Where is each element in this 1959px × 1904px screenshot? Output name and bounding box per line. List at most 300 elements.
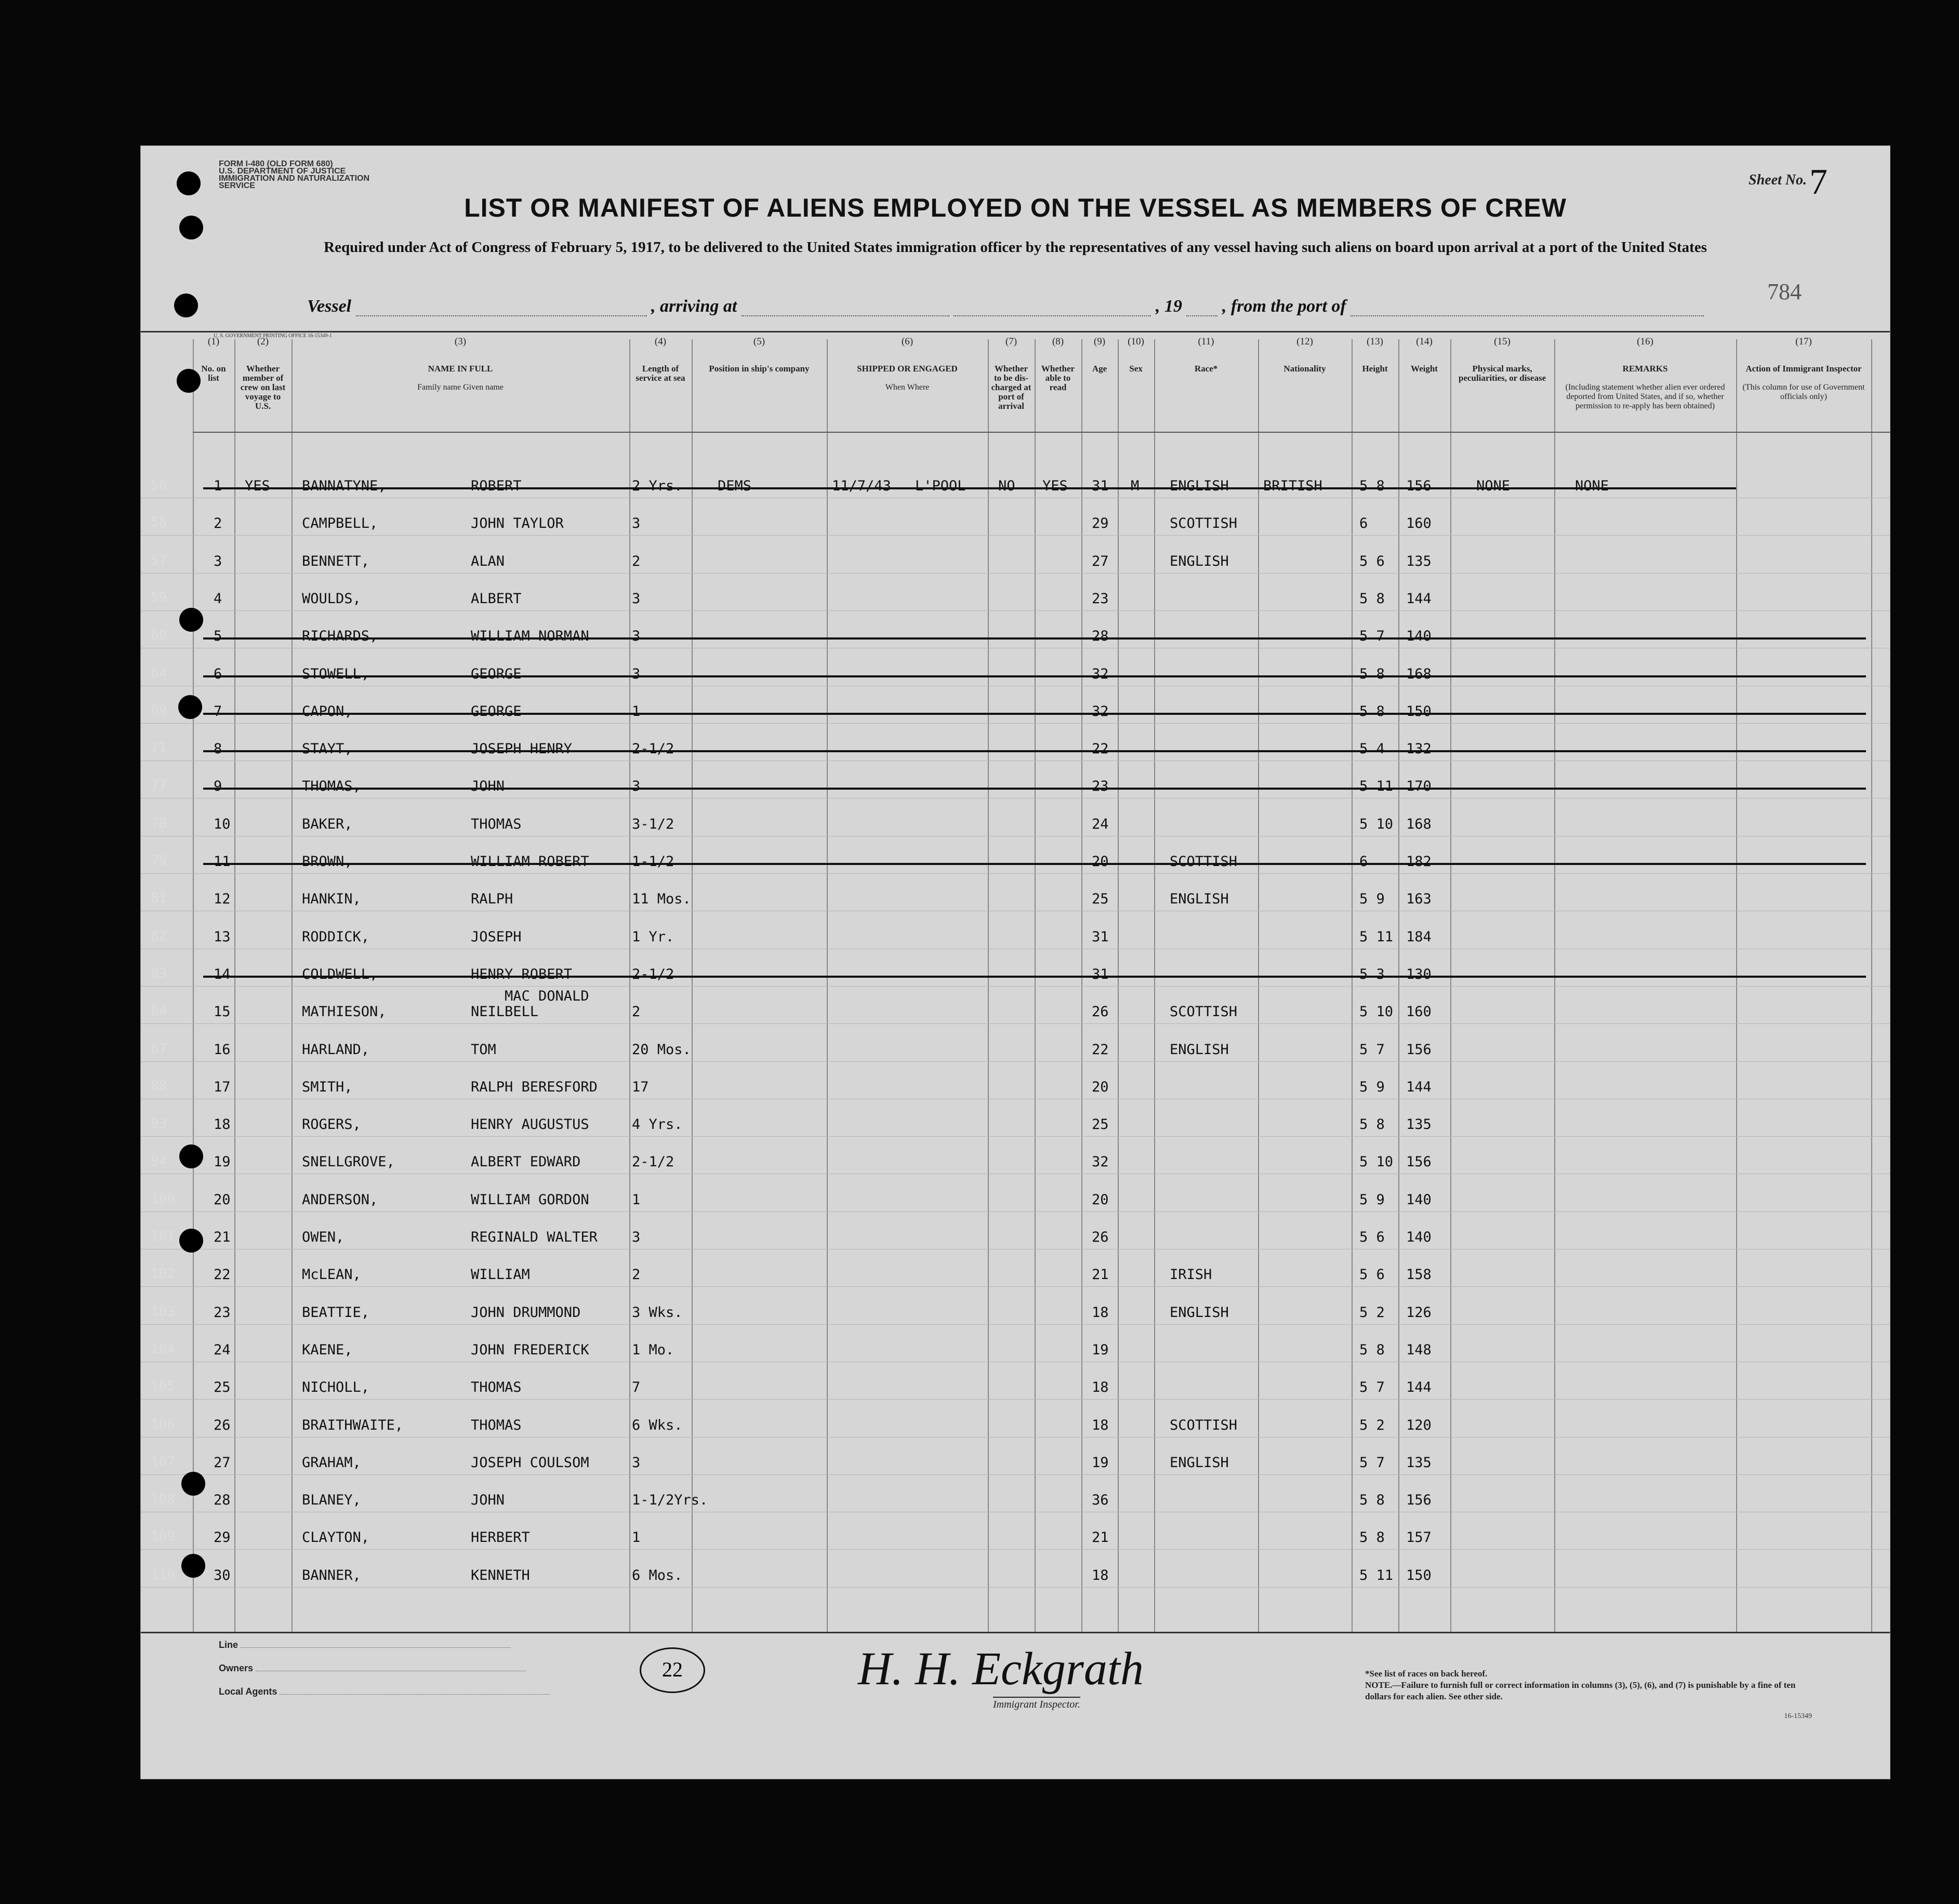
cell-given: JOHN TAYLOR (471, 515, 564, 532)
cell-race: ENGLISH (1170, 891, 1229, 908)
cell-weight: 135 (1406, 553, 1432, 569)
cell-given: JOHN DRUMMOND (471, 1304, 581, 1321)
column-header-label: Action of Immigrant Inspector (1745, 364, 1862, 374)
cell-service: 1 (632, 703, 641, 720)
cell-given: NEILBELL (471, 1004, 539, 1020)
column-header (1738, 364, 1869, 402)
cell-weight: 163 (1406, 891, 1432, 908)
cell-no: 22 (214, 1267, 231, 1283)
margin-number: 88 (151, 1078, 167, 1094)
punch-hole (174, 294, 198, 317)
cell-age: 18 (1092, 1304, 1109, 1321)
column-header-label: Race* (1194, 364, 1218, 374)
cell-height: 5 3 (1359, 966, 1385, 982)
margin-number: 108 (151, 1492, 175, 1508)
cell-marks: NONE (1476, 478, 1511, 494)
cell-no: 20 (214, 1191, 231, 1208)
cell-given: JOHN FREDERICK (471, 1341, 589, 1358)
cell-race: SCOTTISH (1170, 854, 1238, 870)
cell-no: 30 (214, 1567, 231, 1583)
cell-given: ALBERT EDWARD (471, 1154, 581, 1170)
cell-age: 31 (1092, 478, 1109, 494)
cell-weight: 150 (1406, 703, 1432, 720)
cell-no: 2 (214, 515, 222, 532)
margin-number: 100 (151, 1191, 175, 1207)
date-field (954, 302, 1151, 316)
cell-service: 20 Mos. (632, 1041, 691, 1058)
cell-no: 27 (214, 1454, 231, 1471)
cell-given: JOHN (471, 1492, 505, 1509)
cell-given: WILLIAM (471, 1267, 530, 1283)
cell-family: BENNETT, (302, 553, 370, 569)
column-header (1120, 364, 1152, 374)
cell-family: BROWN, (302, 854, 353, 870)
cell-no: 10 (214, 816, 231, 832)
column-header-label: REMARKS (1622, 364, 1668, 374)
print-code: 16-15349 (1784, 1712, 1812, 1720)
cell-height: 5 8 (1359, 1529, 1385, 1546)
margin-number: 81 (151, 890, 167, 907)
cell-weight: 130 (1406, 966, 1432, 982)
margin-number: 107 (151, 1454, 175, 1470)
column-header (990, 364, 1033, 411)
cell-family: MATHIESON, (302, 1004, 387, 1020)
column-number: (8) (1052, 336, 1064, 347)
margin-number: 83 (151, 965, 167, 981)
cell-no: 4 (214, 590, 222, 607)
cell-given: JOHN (471, 778, 505, 795)
column-number: (16) (1637, 336, 1653, 347)
margin-number: 57 (151, 552, 167, 568)
column-header (1037, 364, 1079, 392)
punch-hole (178, 695, 202, 719)
cell-no: 8 (214, 741, 222, 757)
strike-through (203, 976, 1866, 978)
column-header-label: Nationality (1283, 364, 1326, 374)
cell-given: JOSEPH COULSOM (471, 1454, 589, 1471)
cell-age: 31 (1092, 966, 1109, 982)
cell-race: ENGLISH (1170, 1454, 1229, 1471)
inspector-caption: Immigrant Inspector. (993, 1697, 1080, 1711)
cell-given: RALPH BERESFORD (471, 1079, 598, 1095)
cell-family: STOWELL, (302, 665, 370, 682)
cell-no: 29 (214, 1529, 231, 1546)
margin-number: 59 (151, 590, 167, 606)
cell-age: 19 (1092, 1454, 1109, 1471)
footer-notes (1365, 1668, 1812, 1702)
cell-age: 20 (1092, 1191, 1109, 1208)
vessel-field (356, 302, 647, 316)
manifest-sheet (140, 145, 1890, 1779)
column-header (1083, 364, 1116, 374)
punch-hole (181, 1554, 205, 1578)
cell-given: GEORGE (471, 703, 522, 720)
cell-no: 19 (214, 1154, 231, 1170)
document-title: LIST OR MANIFEST OF ALIENS EMPLOYED ON THE VESSEL AS MEMBERS OF CREW (464, 193, 1567, 222)
manifest-row (141, 1109, 1890, 1140)
cell-race: ENGLISH (1170, 478, 1229, 494)
cell-no: 25 (214, 1379, 231, 1396)
cell-height: 5 7 (1359, 1041, 1385, 1058)
cell-family: WOULDS, (302, 590, 361, 607)
sheet-number-value: 7 (1809, 162, 1828, 202)
cell-height: 5 8 (1359, 1116, 1385, 1133)
cell-no: 12 (214, 891, 231, 908)
cell-service: 11 Mos. (632, 891, 691, 908)
vessel-label: Vessel (307, 297, 351, 316)
margin-number: 109 (151, 1529, 175, 1545)
cell-no: 3 (214, 553, 222, 569)
cell-family: ROGERS, (302, 1116, 361, 1133)
manifest-row (141, 846, 1890, 877)
cell-height: 5 8 (1359, 665, 1385, 682)
column-number: (7) (1005, 336, 1017, 347)
cell-height: 5 8 (1359, 590, 1385, 607)
margin-number: 101 (151, 1229, 175, 1244)
margin-number: 58 (151, 515, 167, 531)
margin-number: 60 (151, 628, 167, 644)
manifest-row (141, 1372, 1890, 1403)
cell-family: THOMAS, (302, 778, 361, 795)
form-code-line: IMMIGRATION AND NATURALIZATION SERVICE (219, 174, 370, 190)
cell-weight: 168 (1406, 816, 1432, 832)
cell-family: SNELLGROVE, (302, 1154, 395, 1170)
column-subheader: (This column for use of Government officials only) (1742, 383, 1865, 401)
column-number: (4) (654, 336, 667, 347)
cell-weight: 140 (1406, 1229, 1432, 1245)
cell-no: 16 (214, 1041, 231, 1058)
manifest-row (141, 1297, 1890, 1328)
column-header (236, 364, 289, 411)
column-header (1452, 364, 1552, 383)
cell-weight: 156 (1406, 478, 1432, 494)
manifest-row (141, 546, 1890, 577)
cell-no: 26 (214, 1417, 231, 1433)
cell-family: CAMPBELL, (302, 515, 378, 532)
cell-position: DEMS (718, 478, 752, 494)
cell-height: 5 9 (1359, 1079, 1385, 1095)
sheet-number-label: Sheet No. (1749, 172, 1807, 188)
column-header-label: No. on list (201, 364, 226, 383)
punch-hole (179, 1144, 203, 1168)
cell-height: 5 10 (1359, 1154, 1394, 1170)
cell-race: SCOTTISH (1170, 1417, 1238, 1433)
cell-no: 21 (214, 1229, 231, 1245)
column-header-label: Height (1362, 364, 1388, 374)
cell-height: 5 7 (1359, 628, 1385, 645)
cell-given: HERBERT (471, 1529, 530, 1546)
column-header (1260, 364, 1349, 374)
cell-height: 5 8 (1359, 1341, 1385, 1358)
cell-weight: 144 (1406, 1379, 1432, 1396)
cell-height: 5 7 (1359, 1379, 1385, 1396)
cell-age: 20 (1092, 854, 1109, 870)
cell-height: 5 2 (1359, 1304, 1385, 1321)
cell-service: 17 (632, 1079, 649, 1095)
column-number: (12) (1296, 336, 1313, 347)
cell-given: ROBERT (471, 478, 522, 494)
column-number: (9) (1093, 336, 1106, 347)
cell-family: NICHOLL, (302, 1379, 370, 1396)
margin-number: 84 (151, 1003, 167, 1019)
cell-race: IRISH (1170, 1267, 1212, 1283)
column-number: (6) (901, 336, 914, 347)
cell-family: RODDICK, (302, 928, 370, 945)
cell-race: SCOTTISH (1170, 515, 1238, 532)
cell-height: 5 10 (1359, 816, 1394, 832)
cell-service: 2 (632, 553, 641, 569)
column-subheader: When Where (885, 383, 930, 392)
column-number: (15) (1494, 336, 1511, 347)
cell-given: HENRY ROBERT (471, 966, 573, 982)
manifest-row (141, 659, 1890, 690)
cell-service: 3 (632, 1229, 641, 1245)
margin-number: 110 (151, 1566, 175, 1582)
cell-service: 1-1/2Yrs. (632, 1492, 708, 1509)
inspector-signature: H. H. Eckgrath (858, 1643, 1144, 1695)
cell-age: 20 (1092, 1079, 1109, 1095)
cell-age: 32 (1092, 703, 1109, 720)
column-header-label: Whether member of crew on last voyage to U.S. (240, 364, 286, 411)
cell-weight: 160 (1406, 515, 1432, 532)
cell-no: 28 (214, 1492, 231, 1509)
agents-label (219, 1686, 550, 1697)
cell-read: YES (1042, 478, 1068, 494)
column-number: (14) (1416, 336, 1433, 347)
cell-height: 5 11 (1359, 928, 1394, 945)
agents-label-text: Local Agents (219, 1686, 277, 1697)
cell-age: 32 (1092, 665, 1109, 682)
cell-service: 4 Yrs. (632, 1116, 683, 1133)
cell-weight: 144 (1406, 590, 1432, 607)
column-header (1156, 364, 1256, 374)
cell-service: 1-1/2 (632, 854, 674, 870)
vessel-line (307, 297, 1704, 316)
cell-weight: 135 (1406, 1116, 1432, 1133)
column-header (829, 364, 986, 392)
cell-given: WILLIAM GORDON (471, 1191, 589, 1208)
cell-height: 5 8 (1359, 1492, 1385, 1509)
column-number: (5) (753, 336, 765, 347)
strike-through (203, 675, 1866, 677)
manifest-row (141, 988, 1890, 1028)
cell-service: 1 (632, 1191, 641, 1208)
printing-office-line: U. S. GOVERNMENT PRINTING OFFICE 16-15349-1 (214, 333, 332, 339)
cell-service: 3 (632, 1454, 641, 1471)
punch-hole (177, 369, 201, 393)
manifest-row (141, 1560, 1890, 1591)
manifest-row (141, 621, 1890, 652)
cell-given: THOMAS (471, 816, 522, 832)
column-header (1354, 364, 1396, 374)
form-code-line: U.S. DEPARTMENT OF JUSTICE (219, 167, 346, 176)
cell-weight: 144 (1406, 1079, 1432, 1095)
cell-height: 5 10 (1359, 1004, 1394, 1020)
cell-height: 5 9 (1359, 891, 1385, 908)
column-number: (1) (207, 336, 220, 347)
cell-service: 7 (632, 1379, 641, 1396)
margin-number: 79 (151, 853, 167, 869)
manifest-row (141, 959, 1890, 990)
cell-height: 6 (1359, 515, 1368, 532)
cell-weight: 182 (1406, 854, 1432, 870)
cell-family: HARLAND, (302, 1041, 370, 1058)
cell-weight: 120 (1406, 1417, 1432, 1433)
manifest-row (141, 1222, 1890, 1253)
cell-given: RALPH (471, 891, 513, 908)
cell-family: SMITH, (302, 1079, 353, 1095)
cell-age: 26 (1092, 1229, 1109, 1245)
line-field (241, 1647, 511, 1648)
manifest-row (141, 1447, 1890, 1479)
margin-number: 103 (151, 1303, 175, 1320)
cell-age: 27 (1092, 553, 1109, 569)
punch-hole (181, 1472, 205, 1496)
cell-weight: 140 (1406, 1191, 1432, 1208)
cell-service: 2 (632, 1004, 641, 1020)
manifest-row (141, 471, 1890, 502)
margin-number: 87 (151, 1041, 167, 1057)
cell-height: 5 9 (1359, 1191, 1385, 1208)
from-port-field (1351, 302, 1704, 316)
column-header (631, 364, 690, 383)
column-number: (2) (257, 336, 269, 347)
footer-rule (141, 1632, 1890, 1633)
cell-weight: 135 (1406, 1454, 1432, 1471)
cell-service: 3 (632, 778, 641, 795)
manifest-row (141, 1335, 1890, 1366)
manifest-row (141, 696, 1890, 727)
cell-family: GRAHAM, (302, 1454, 361, 1471)
cell-weight: 184 (1406, 928, 1432, 945)
cell-service: 3 (632, 590, 641, 607)
cell-family: BLANEY, (302, 1492, 361, 1509)
cell-age: 18 (1092, 1379, 1109, 1396)
cell-weight: 156 (1406, 1041, 1432, 1058)
column-header-label: Whether able to read (1041, 364, 1075, 392)
column-number: (11) (1198, 336, 1214, 347)
cell-weight: 158 (1406, 1267, 1432, 1283)
cell-given: WILLIAM ROBERT (471, 854, 589, 870)
manifest-row (141, 884, 1890, 915)
margin-number: 69 (151, 702, 167, 718)
column-header-label: Weight (1411, 364, 1438, 374)
margin-number: 77 (151, 778, 167, 794)
cell-weight: 150 (1406, 1567, 1432, 1583)
column-number: (3) (454, 336, 467, 347)
cell-age: 29 (1092, 515, 1109, 532)
cell-no: 6 (214, 665, 222, 682)
cell-service: 3 (632, 515, 641, 532)
cell-given: ALAN (471, 553, 505, 569)
cell-given: THOMAS (471, 1417, 522, 1433)
form-code-line: FORM I-480 (OLD FORM 680) (219, 159, 333, 168)
punch-hole (179, 1229, 203, 1253)
cell-service: 3 (632, 628, 641, 645)
cell-family: BANNATYNE, (302, 478, 387, 494)
cell-no: 1 (214, 478, 222, 494)
cell-no: 9 (214, 778, 222, 795)
margin-number: 64 (151, 665, 167, 681)
manifest-row (141, 1034, 1890, 1066)
cell-age: 18 (1092, 1417, 1109, 1433)
manifest-row (141, 734, 1890, 765)
column-subheader: (Including statement whether alien ever ordered deported from United States, and if so, whether permission to re-apply has been obtained) (1565, 383, 1725, 410)
punch-hole (177, 171, 201, 195)
margin-number: 93 (151, 1116, 167, 1132)
cell-no: 24 (214, 1341, 231, 1358)
stamp-number: 784 (1767, 279, 1802, 304)
column-subheader: Family name Given name (417, 383, 504, 392)
cell-given: REGINALD WALTER (471, 1229, 598, 1245)
manifest-row (141, 1147, 1890, 1178)
cell-height: 5 6 (1359, 1229, 1385, 1245)
cell-height: 5 6 (1359, 1267, 1385, 1283)
cell-when: 11/7/43 (832, 478, 891, 494)
margin-number: 71 (151, 740, 167, 756)
document-subtitle: Required under Act of Congress of February 5, 1917, to be delivered to the United States immigration officer by the representatives of any vessel having such aliens on board upon arrival at a port of the United States (324, 239, 1707, 256)
column-header-label: NAME IN FULL (428, 364, 493, 374)
margin-number: 106 (151, 1416, 175, 1432)
cell-service: 2-1/2 (632, 966, 674, 982)
cell-family: BANNER, (302, 1567, 361, 1583)
cell-weight: 132 (1406, 741, 1432, 757)
cell-where: L'POOL (915, 478, 966, 494)
cell-service: 2-1/2 (632, 741, 674, 757)
cell-weight: 156 (1406, 1154, 1432, 1170)
column-number: (10) (1128, 336, 1144, 347)
cell-given: GEORGE (471, 665, 522, 682)
line-label (219, 1640, 511, 1650)
cell-age: 18 (1092, 1567, 1109, 1583)
cell-family: OWEN, (302, 1229, 345, 1245)
column-header-label: Sex (1129, 364, 1143, 374)
cell-age: 32 (1092, 1154, 1109, 1170)
from-port-label: , from the port of (1222, 297, 1346, 316)
cell-height: 5 11 (1359, 1567, 1394, 1583)
form-code (219, 161, 375, 190)
cell-given: HENRY AUGUSTUS (471, 1116, 589, 1133)
manifest-row (141, 583, 1890, 615)
column-header-label: SHIPPED OR ENGAGED (857, 364, 958, 374)
cell-given: JOSEPH HENRY (471, 741, 573, 757)
cell-service: 1 (632, 1529, 641, 1546)
cell-race: ENGLISH (1170, 1041, 1229, 1058)
cell-nationality: BRITISH (1263, 478, 1322, 494)
year-label: , 19 (1155, 297, 1182, 316)
margin-number: 82 (151, 928, 167, 944)
cell-no: 11 (214, 854, 231, 870)
strike-through (203, 487, 1736, 489)
margin-number: 56 (151, 477, 167, 493)
margin-number: 78 (151, 815, 167, 831)
cell-given: KENNETH (471, 1567, 530, 1583)
owners-label (219, 1663, 526, 1674)
cell-given: WILLIAM NORMAN (471, 628, 589, 645)
cell-race: SCOTTISH (1170, 1004, 1238, 1020)
column-header-label: Position in ship's company (709, 364, 810, 374)
cell-service: 3-1/2 (632, 816, 674, 832)
owners-label-text: Owners (219, 1663, 254, 1673)
cell-family: KAENE, (302, 1341, 353, 1358)
grid-top-rule (141, 331, 1890, 332)
cell-age: 22 (1092, 741, 1109, 757)
cell-family: CLAYTON, (302, 1529, 370, 1546)
cell-service: 2-1/2 (632, 1154, 674, 1170)
cell-age: 23 (1092, 590, 1109, 607)
cell-height: 5 11 (1359, 778, 1394, 795)
cell-remarks: NONE (1575, 478, 1609, 494)
